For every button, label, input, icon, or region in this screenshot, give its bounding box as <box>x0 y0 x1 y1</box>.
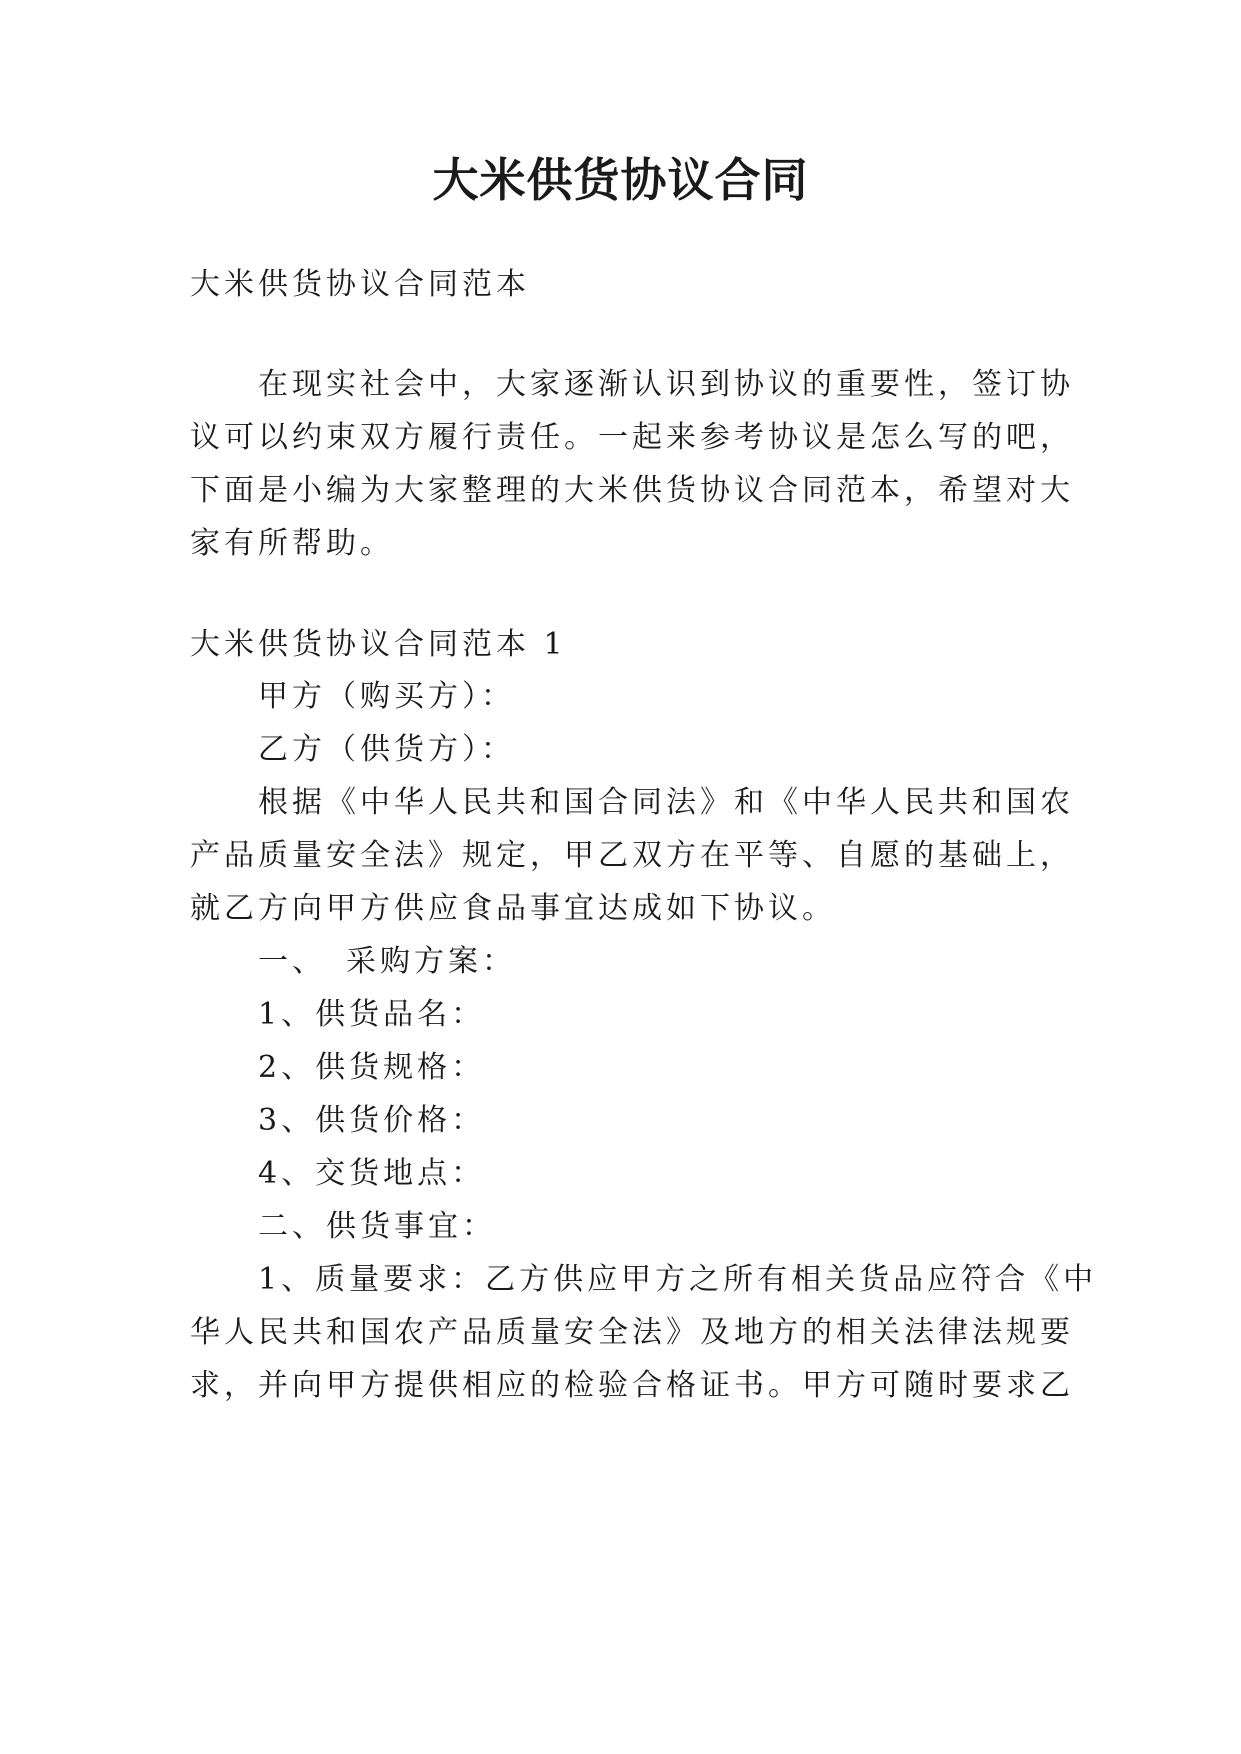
part-two-heading: 二、供货事宜： <box>258 1209 496 1244</box>
section-heading: 大米供货协议合同范本 1 <box>190 627 567 662</box>
party-a: 甲方（购买方）： <box>258 679 515 714</box>
purchase-item: 3、供货价格： <box>258 1103 486 1138</box>
intro-line: 家有所帮助。 <box>190 526 394 561</box>
basis-line: 产品质量安全法》规定，甲乙双方在平等、自愿的基础上， <box>190 838 1074 873</box>
party-b: 乙方（供货方）： <box>258 732 515 767</box>
purchase-item: 1、供货品名： <box>258 997 486 1032</box>
intro-line: 在现实社会中，大家逐渐认识到协议的重要性，签订协 <box>258 367 1074 402</box>
basis-line: 根据《中华人民共和国合同法》和《中华人民共和国农 <box>258 785 1074 820</box>
document-title: 大米供货协议合同 <box>432 153 809 207</box>
part-one-heading <box>258 942 1070 982</box>
quality-line: 1、质量要求：乙方供应甲方之所有相关货品应符合《中 <box>258 1262 1098 1297</box>
quality-line: 求，并向甲方提供相应的检验合格证书。甲方可随时要求乙 <box>190 1368 1074 1403</box>
purchase-item: 4、交货地点： <box>258 1156 486 1191</box>
basis-line: 就乙方向甲方供应食品事宜达成如下协议。 <box>190 891 836 926</box>
purchase-item: 2、供货规格： <box>258 1050 486 1085</box>
part-one-title: 采购方案： <box>346 944 516 979</box>
quality-line: 华人民共和国农产品质量安全法》及地方的相关法律法规要 <box>190 1315 1074 1350</box>
document-subtitle: 大米供货协议合同范本 <box>190 267 530 302</box>
part-one-number: 一、 <box>258 944 326 979</box>
intro-line: 下面是小编为大家整理的大米供货协议合同范本，希望对大 <box>190 473 1074 508</box>
intro-line: 议可以约束双方履行责任。一起来参考协议是怎么写的吧， <box>190 420 1074 455</box>
